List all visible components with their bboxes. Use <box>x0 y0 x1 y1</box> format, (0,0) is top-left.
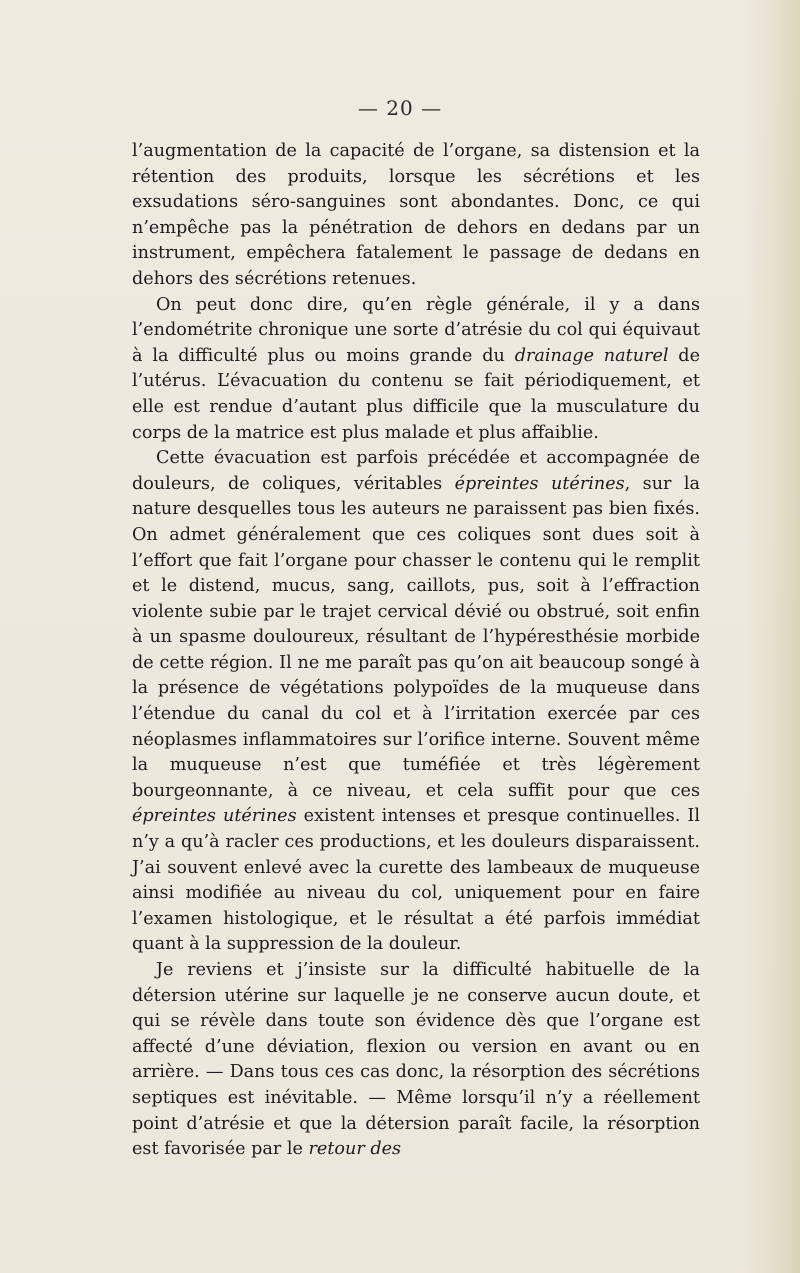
text-run: de l’utérus. L’évacuation du contenu se fait périodiquement, et elle est rendue d’autant plus difficile que la musculature du corps de la matrice est plus malade et plus affaiblie. <box>132 345 700 443</box>
text-run: On peut donc dire, qu’en règle générale, il y a dans l’endométrite chronique une sorte d’atrésie du col qui équivaut à la difficulté plus ou moins grande du <box>132 294 700 366</box>
italic-term: épreintes utérines <box>454 473 625 494</box>
text-run: l’augmentation de la capacité de l’organe, sa distension et la rétention des produits, lorsque les sécrétions et les exsudations séro-sanguines sont abondantes. Donc, ce qui n’empêche pas la pénétration de dehors en dedans par un instrument, empêchera fatalement le passage de dedans en dehors des sécrétions retenues. <box>132 141 700 289</box>
italic-term: épreintes utérines <box>132 806 297 827</box>
italic-term: retour des <box>308 1139 402 1160</box>
paragraph-2 <box>132 293 700 447</box>
paragraph-1 <box>132 139 700 293</box>
paragraph-4 <box>132 958 700 1163</box>
italic-term: drainage naturel <box>514 345 669 366</box>
text-run: existent intenses et presque continuelles. Il n’y a qu’à racler ces productions, et les douleurs disparaissent. J’ai souvent enlevé avec la curette des lambeaux de muqueuse ainsi modifiée au niveau du col, uniquement pour en faire l’examen histologique, et le résultat a été parfois immédiat quant à la suppression de la douleur. <box>132 806 701 955</box>
text-run: Cette évacuation est parfois précédée et accompagnée de douleurs, de coliques, véritables <box>132 448 700 494</box>
text-run: Je reviens et j’insiste sur la difficulté habituelle de la détersion utérine sur laquelle je ne conserve aucun doute, et qui se révèle dans toute son évidence dès que l’organe est affecté d’une déviation, flexion ou version en avant ou en arrière. — Dans tous ces cas donc, la résorption des sécrétions septiques est inévitable. — Même lorsqu’il n’y a réellement point d’atrésie et que la détersion paraît facile, la résorption est favorisée par le <box>132 960 700 1160</box>
body-text <box>132 139 700 1163</box>
page-number: — 20 — <box>357 96 443 120</box>
paragraph-3 <box>132 446 700 958</box>
text-run: , sur la nature desquelles tous les auteurs ne paraissent pas bien fixés. On admet généralement que ces coliques sont dues soit à l’effort que fait l’organe pour chasser le contenu qui le remplit et le distend, mucus, sang, caillots, pus, soit à l’effraction violente subie par le trajet cervical dévié ou obstrué, soit enfin à un spasme douloureux, résultant de l’hypéresthésie morbide de cette région. Il ne me paraît pas qu’on ait beaucoup songé à la présence de végétations polypoïdes de la muqueuse dans l’étendue du canal du col et à l’irritation exercée par ces néoplasmes inflammatoires sur l’orifice interne. Souvent même la muqueuse n’est que tuméfiée et très légèrement bourgeonnante, à ce niveau, et cela suffit pour que ces <box>132 473 700 801</box>
